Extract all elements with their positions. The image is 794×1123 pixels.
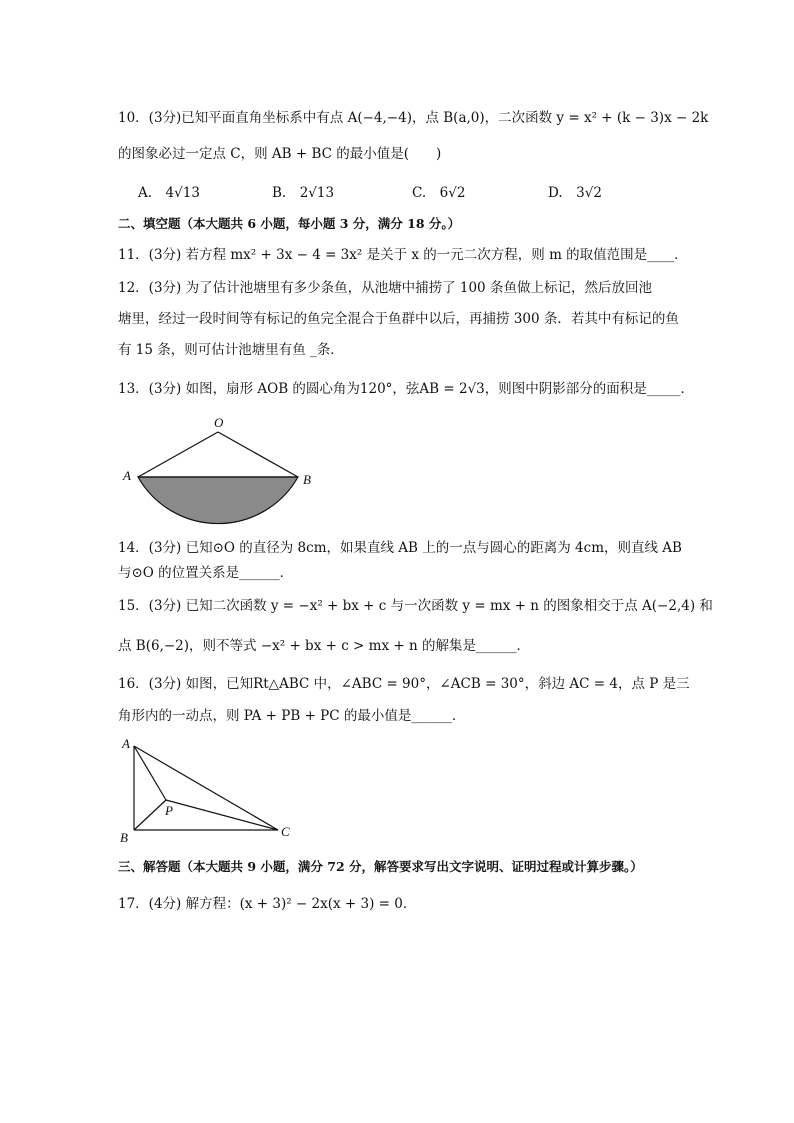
q16-line2: 角形内的一动点，则 PA + PB + PC 的最小值是______． <box>118 708 466 724</box>
q12-line3: 有 15 条，则可估计池塘里有鱼 _条． <box>118 342 344 358</box>
label-b: B <box>120 830 128 845</box>
section2-heading: 二、填空题（本大题共 6 小题，每小题 3 分，满分 18 分。） <box>118 216 461 231</box>
q11-text: 11．(3分) 若方程 mx² + 3x − 4 = 3x² 是关于 x 的一元二次方程，则 m 的取值范围是____． <box>118 247 688 263</box>
q12-line2: 塘里，经过一段时间等有标记的鱼完全混合于鱼群中以后，再捕捞 300 条．若其中有标记的鱼 <box>118 311 679 327</box>
q12-line1: 12．(3分) 为了估计池塘里有多少条鱼，从池塘中捕捞了 100 条鱼做上标记，然后放回池 <box>118 280 652 296</box>
side-ac <box>134 746 278 830</box>
segment-pa <box>134 746 166 800</box>
q10-line1: 10．(3分)已知平面直角坐标系中有点 A(−4,−4)，点 B(a,0)，二次函数 y = x² + (k − 3)x − 2k <box>118 110 709 126</box>
label-o: O <box>214 415 224 430</box>
segment-pc <box>166 800 278 830</box>
q15-line2: 点 B(6,−2)，则不等式 −x² + bx + c > mx + n 的解集是______． <box>118 638 530 654</box>
q14-line2: 与⊙O 的位置关系是______． <box>118 565 294 581</box>
q13-text: 13．(3分) 如图，扇形 AOB 的圆心角为120°，弦AB = 2√3，则图中阴影部分的面积是_____． <box>118 381 695 397</box>
label-a: A <box>123 468 131 483</box>
section3-heading: 三、解答题（本大题共 9 小题，满分 72 分，解答要求写出文字说明、证明过程或计算步骤。） <box>118 859 643 874</box>
label-p: P <box>165 803 173 818</box>
q10-option-a: A. 4√13 <box>138 185 200 201</box>
q10-line2: 的图象必过一定点 C，则 AB + BC 的最小值是( ) <box>118 146 442 162</box>
q15-line1: 15．(3分) 已知二次函数 y = −x² + bx + c 与一次函数 y = mx + n 的图象相交于点 A(−2,4) 和 <box>118 598 713 614</box>
figure-sector <box>118 412 318 532</box>
q10-option-d: D. 3√2 <box>548 185 602 201</box>
figure-triangle <box>118 736 308 846</box>
label-b: B <box>303 472 311 487</box>
q16-line1: 16．(3分) 如图，已知Rt△ABC 中，∠ABC = 90°，∠ACB = 30°，斜边 AC = 4，点 P 是三 <box>118 676 690 692</box>
q10-option-c: C. 6√2 <box>412 185 466 201</box>
shaded-segment <box>138 477 298 524</box>
q17-text: 17．(4分) 解方程：(x + 3)² − 2x(x + 3) = 0． <box>118 896 417 912</box>
label-a: A <box>122 736 130 751</box>
radius-oa <box>138 432 218 477</box>
radius-ob <box>218 432 298 477</box>
label-c: C <box>281 824 290 839</box>
q10-option-b: B. 2√13 <box>272 185 335 201</box>
q14-line1: 14．(3分) 已知⊙O 的直径为 8cm，如果直线 AB 上的一点与圆心的距离为 4cm，则直线 AB <box>118 540 682 556</box>
segment-pb <box>134 800 166 830</box>
